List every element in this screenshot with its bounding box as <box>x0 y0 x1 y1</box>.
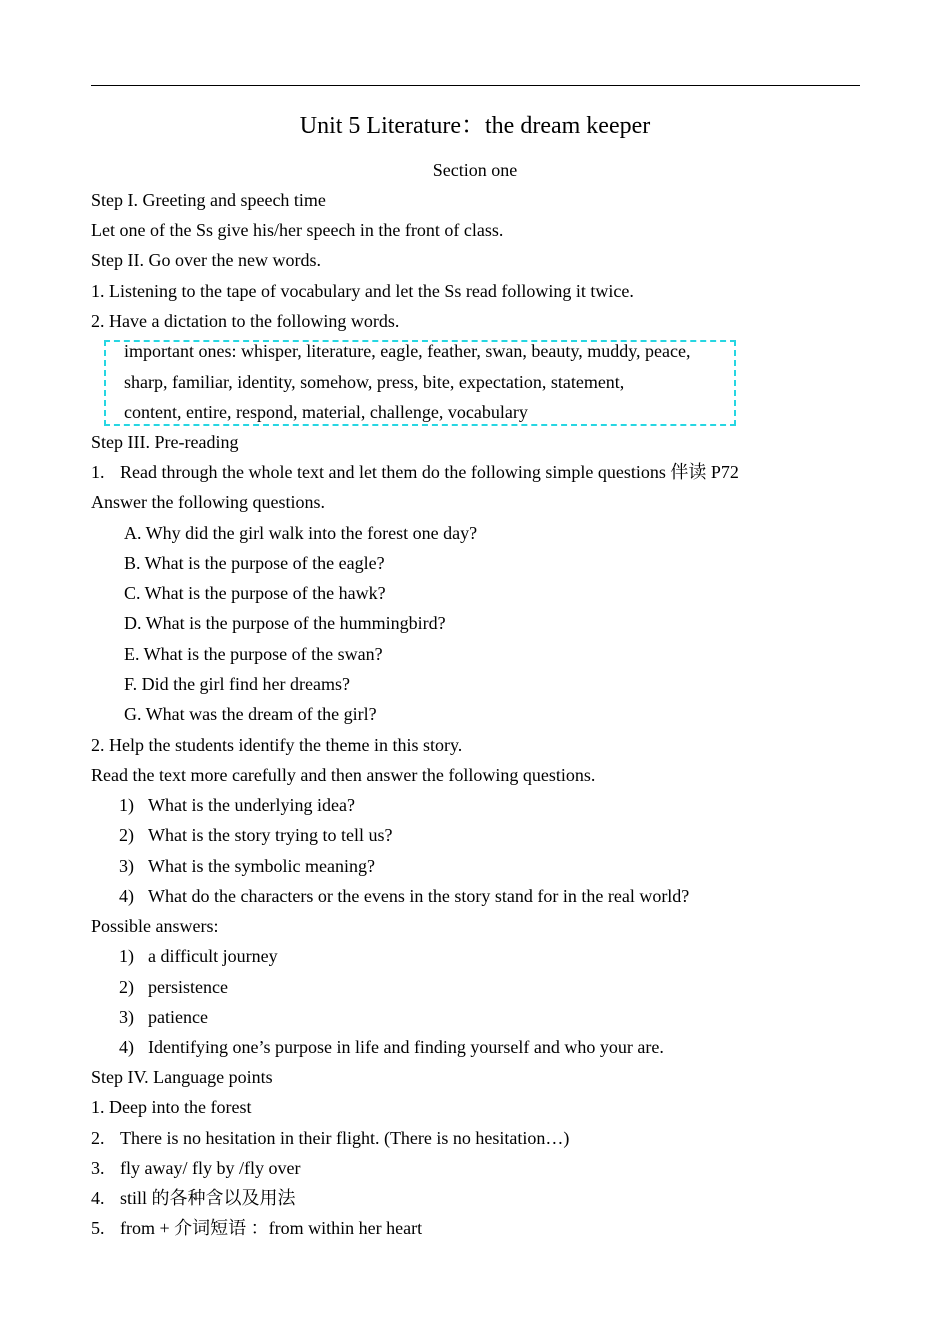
theme-question: 1) What is the underlying idea? <box>119 795 355 815</box>
question-b: B. What is the purpose of the eagle? <box>124 553 385 573</box>
step4-item-1: 1. Deep into the forest <box>91 1097 252 1117</box>
theme-question: 3) What is the symbolic meaning? <box>119 856 375 876</box>
answer-item: 4) Identifying one’s purpose in life and finding yourself and who your are. <box>119 1037 664 1057</box>
vocabulary-line-1: important ones: whisper, literature, eagle, feather, swan, beauty, muddy, peace, <box>124 341 691 361</box>
answer-item: 1) a difficult journey <box>119 946 278 966</box>
vocabulary-line-2: sharp, familiar, identity, somehow, press, bite, expectation, statement, <box>124 372 625 392</box>
step3-item-2: 2. Help the students identify the theme in this story. <box>91 735 463 755</box>
list-number: 1. <box>91 462 105 482</box>
question-e: E. What is the purpose of the swan? <box>124 644 383 664</box>
question-f: F. Did the girl find her dreams? <box>124 674 351 694</box>
answer-item: 2) persistence <box>119 977 228 997</box>
section-title: Section one <box>432 160 518 180</box>
step3-item-1 <box>91 460 739 484</box>
answer-item: 3) patience <box>119 1007 208 1027</box>
vocabulary-line-3: content, entire, respond, material, challenge, vocabulary <box>124 402 528 422</box>
step4-heading: Step IV. Language points <box>91 1067 273 1087</box>
question-d: D. What is the purpose of the hummingbird? <box>124 613 446 633</box>
possible-answers-label: Possible answers: <box>91 916 219 936</box>
question-a: A. Why did the girl walk into the forest one day? <box>124 523 478 543</box>
language-point: 3. fly away/ fly by /fly over <box>91 1158 301 1178</box>
step1-heading: Step I. Greeting and speech time <box>91 190 326 210</box>
header-rule <box>91 85 860 86</box>
page-title: Unit 5 Literature：the dream keeper <box>299 113 651 139</box>
theme-question: 4) What do the characters or the evens in the story stand for in the real world? <box>119 886 690 906</box>
step3-heading: Step III. Pre-reading <box>91 432 239 452</box>
question-g: G. What was the dream of the girl? <box>124 704 377 724</box>
language-point: 2. There is no hesitation in their flight. (There is no hesitation…) <box>91 1128 570 1148</box>
read-text: Read the text more carefully and then answer the following questions. <box>91 765 596 785</box>
list-text: Read through the whole text and let them do the following simple questions 伴读 P72 <box>120 462 739 482</box>
step1-text: Let one of the Ss give his/her speech in the front of class. <box>91 220 504 240</box>
question-c: C. What is the purpose of the hawk? <box>124 583 386 603</box>
step2-item-2: 2. Have a dictation to the following words. <box>91 311 400 331</box>
step2-item-1: 1. Listening to the tape of vocabulary and let the Ss read following it twice. <box>91 281 634 301</box>
language-point: 4. still 的各种含以及用法 <box>91 1188 296 1208</box>
step2-heading: Step II. Go over the new words. <box>91 250 321 270</box>
language-point: 5. from + 介词短语 ：from within her heart <box>91 1218 423 1238</box>
theme-question: 2) What is the story trying to tell us? <box>119 825 393 845</box>
answer-label: Answer the following questions. <box>91 492 325 512</box>
